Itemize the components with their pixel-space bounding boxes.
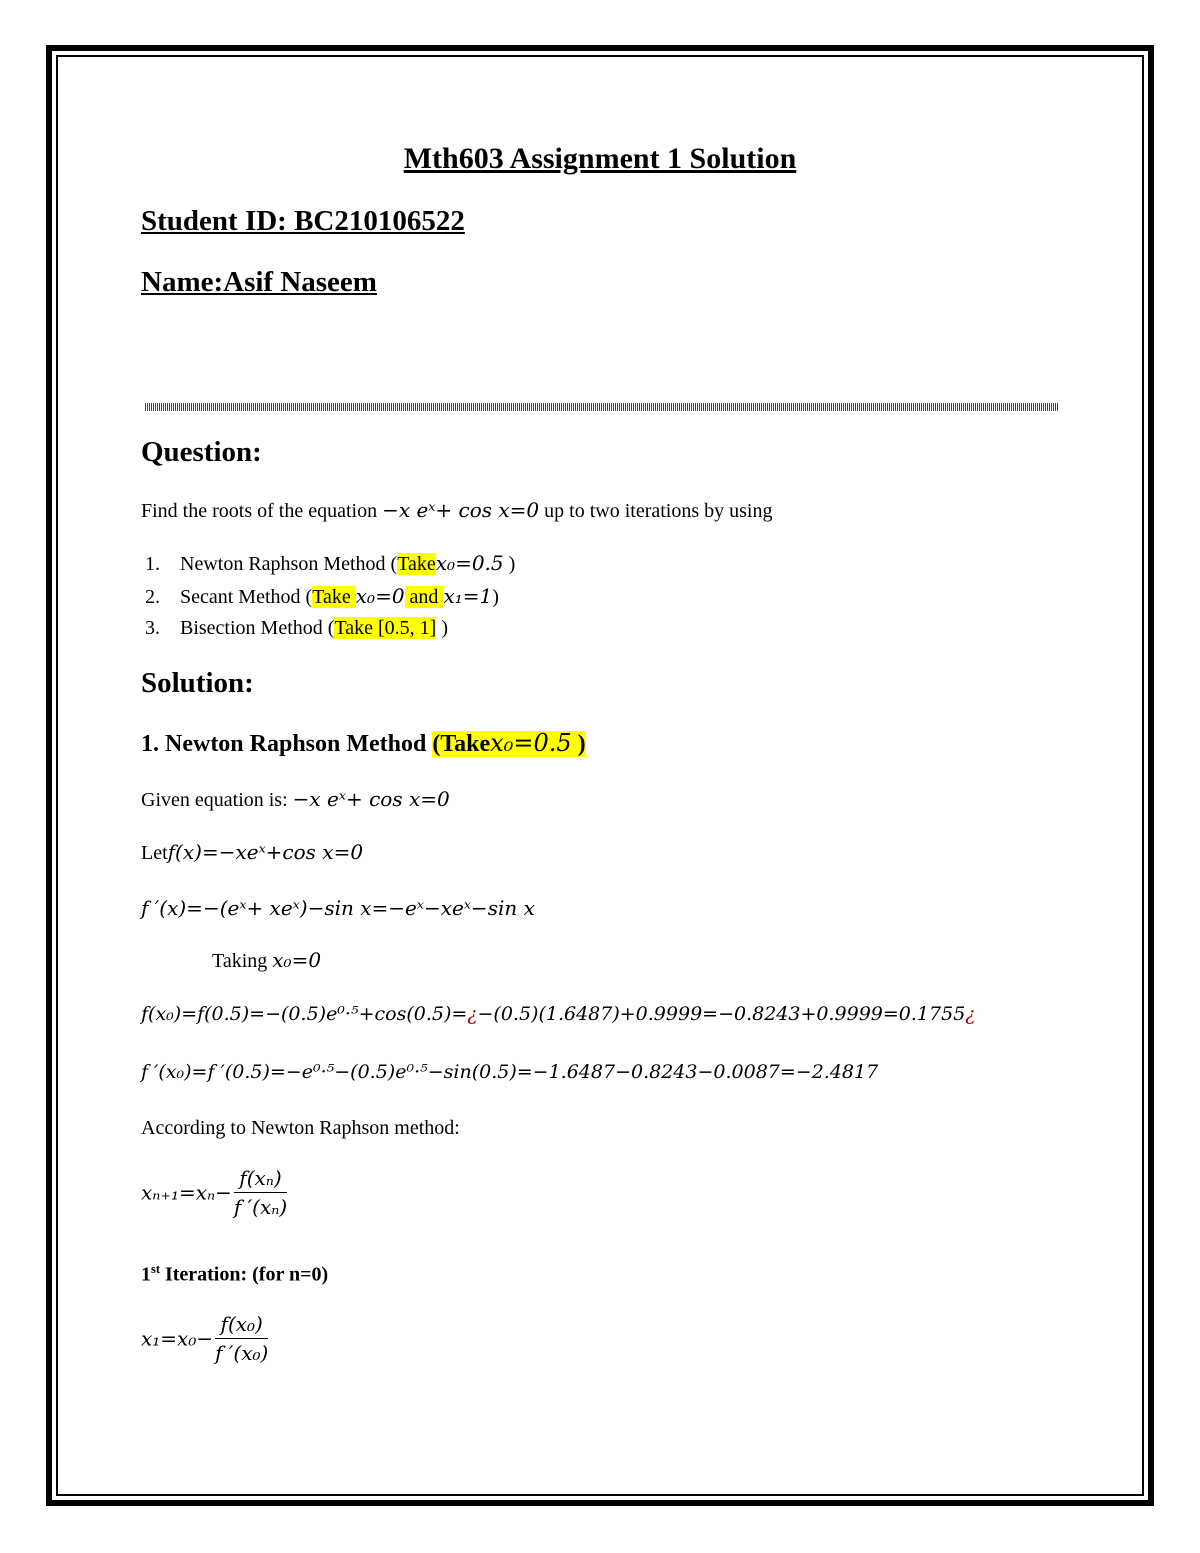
- highlight-text: Take: [397, 553, 436, 575]
- given-equation: −x eˣ+ cos x=0: [292, 787, 450, 811]
- list-math: x₁=1: [443, 584, 493, 608]
- method-heading-highlight: [432, 731, 585, 757]
- x1-denominator: f ′(x₀): [215, 1341, 269, 1365]
- list-item: [145, 617, 448, 640]
- prompt-post: up to two iterations by using: [539, 500, 773, 522]
- let-line: [141, 840, 363, 865]
- divider-line: [145, 403, 1059, 411]
- taking-label: Taking: [212, 950, 273, 972]
- list-number: 1.: [145, 553, 160, 575]
- list-text: Secant Method (: [180, 586, 313, 608]
- according-line: According to Newton Raphson method:: [141, 1117, 460, 1139]
- list-math: x₀=0.5: [435, 551, 504, 575]
- highlight-text: Take: [312, 586, 356, 608]
- prompt-pre: Find the roots of the equation: [141, 500, 383, 522]
- x1-formula: [141, 1312, 268, 1365]
- list-text: Bisection Method (: [180, 617, 335, 639]
- let-label: Let: [141, 842, 168, 864]
- method-heading: [141, 729, 586, 758]
- method-math: x₀=0.5: [490, 729, 572, 757]
- x1-lhs: x₁=x₀−: [141, 1326, 214, 1351]
- method-hl-text: (Take: [432, 731, 491, 757]
- formula-denominator: f ′(xₙ): [233, 1195, 288, 1219]
- iteration1-text: Iteration: (for n=0): [159, 1263, 329, 1286]
- list-text: Newton Raphson Method (: [180, 553, 398, 575]
- iteration1-superscript: st: [151, 1262, 160, 1276]
- fx0-line: [141, 1003, 975, 1026]
- derivative-equation: f ′(x)=−(eˣ+ xeˣ)−sin x=−eˣ−xeˣ−sin x: [141, 896, 535, 920]
- given-equation-line: [141, 787, 450, 812]
- prompt-equation: −x eˣ+ cos x=0: [382, 498, 540, 522]
- dfx0-line: [141, 1061, 878, 1084]
- list-item: [145, 551, 515, 576]
- let-equation: f(x)=−xeˣ+cos x=0: [167, 840, 364, 864]
- student-name: Name:Asif Naseem: [141, 266, 377, 298]
- formula-numerator: f(xₙ): [234, 1166, 287, 1193]
- iteration1-number: 1: [141, 1263, 151, 1286]
- student-id: Student ID: BC210106522: [141, 205, 465, 237]
- method-heading-text: 1. Newton Raphson Method: [141, 731, 433, 757]
- list-number: 3.: [145, 617, 160, 639]
- list-item: [145, 584, 499, 609]
- fx0-equation-a: f(x₀)=f(0.5)=−(0.5)e⁰·⁵+cos(0.5)=: [141, 1003, 468, 1025]
- list-tail: ): [503, 553, 516, 575]
- fx0-equation-b: −(0.5)(1.6487)+0.9999=−0.8243+0.9999=0.1755: [477, 1003, 966, 1025]
- fx0-glyph: ¿: [467, 1003, 478, 1025]
- list-tail: ): [436, 617, 449, 639]
- formula-lhs: xₙ₊₁=xₙ−: [141, 1180, 232, 1205]
- x1-fraction: [215, 1312, 268, 1365]
- document-title: Mth603 Assignment 1 Solution: [403, 142, 797, 175]
- iteration-formula: [141, 1166, 287, 1219]
- question-heading: Question:: [141, 436, 262, 468]
- question-prompt: [141, 498, 772, 523]
- fx0-glyph-end: ¿: [965, 1003, 976, 1025]
- taking-equation: x₀=0: [272, 948, 322, 972]
- list-math: x₀=0: [355, 584, 405, 608]
- method-tail: ): [571, 731, 586, 757]
- x1-numerator: f(x₀): [215, 1312, 268, 1339]
- dfx0-equation: f ′(x₀)=f ′(0.5)=−e⁰·⁵−(0.5)e⁰·⁵−sin(0.5)=−1.6487−0.8243−0.0087=−2.4817: [141, 1061, 879, 1083]
- given-label: Given equation is:: [141, 789, 293, 811]
- highlight-text: and: [404, 586, 444, 608]
- iteration1-heading: [141, 1262, 328, 1287]
- list-tail: ): [492, 586, 499, 608]
- taking-line: [212, 948, 321, 973]
- derivative-line: [141, 896, 535, 921]
- solution-heading: Solution:: [141, 667, 254, 699]
- list-number: 2.: [145, 586, 160, 608]
- highlight-text: Take [0.5, 1]: [334, 617, 437, 639]
- formula-fraction: [234, 1166, 287, 1219]
